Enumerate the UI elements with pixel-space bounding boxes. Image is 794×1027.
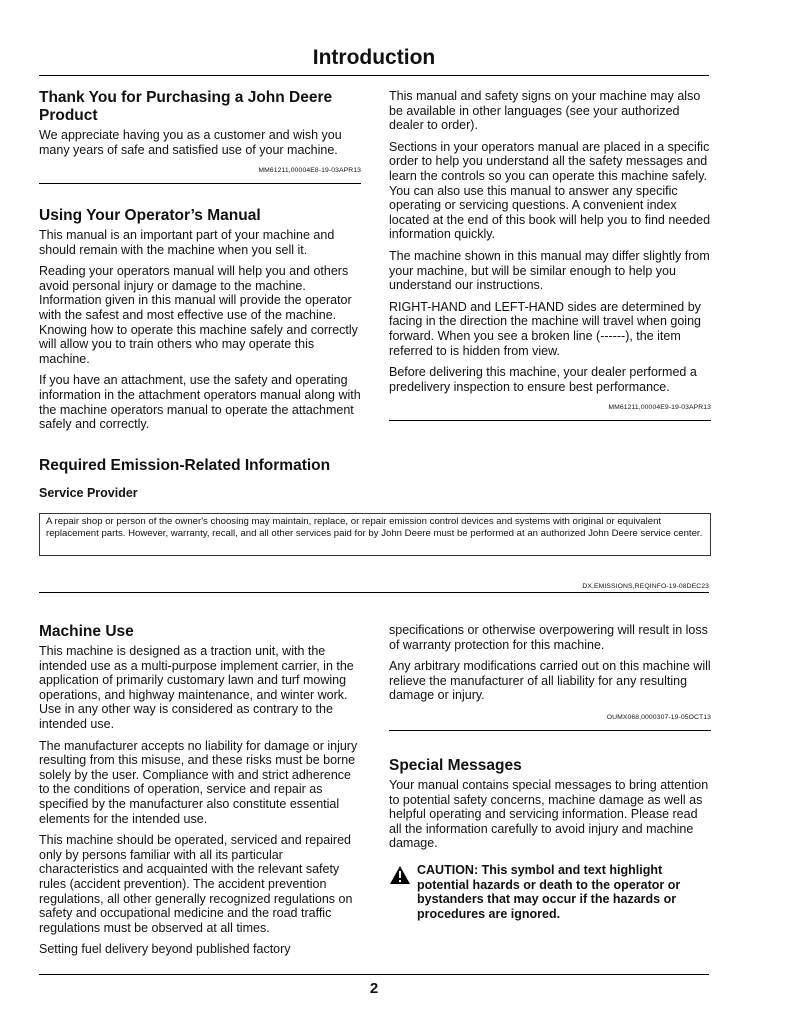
special-messages-body: Your manual contains special messages to bring attention to potential safety concerns, machine damage as well as helpful operating and servicing information. Please read all the information carefully to avoid injury and machine damage.: [389, 778, 709, 851]
special-messages-heading: Special Messages: [389, 757, 522, 774]
using-manual-paragraph: Sections in your operators manual are placed in a specific order to help you understand all the safety messages and learn the controls so you can operate this machine safely. You can also use this manual to answer any specific operating or servicing questions. A convenient index located at the end of this book will help you to find needed information quickly.: [389, 139, 711, 242]
using-manual-rule: [389, 420, 711, 421]
using-manual-paragraph: Reading your operators manual will help you and others avoid personal injury or damage to the machine. Information given in this manual will provide the operator with the safest and most effective use of the machine. Knowing how to operate this machine safely and correctly will allow you to train others who may operate this machine.: [39, 264, 358, 366]
machine-use-heading: Machine Use: [39, 623, 134, 640]
machine-use-paragraph: This machine is designed as a traction unit, with the intended use as a multi-purpose implement carrier, in the application of primarily customary lawn and turf mowing operations, and highway maintenance, and winter work. Use in any other way is considered as contrary to the intended use.: [39, 644, 354, 731]
machine-use-continued: [389, 623, 711, 731]
machine-use-rule: [389, 730, 711, 731]
using-manual-paragraph: Before delivering this machine, your dealer performed a predelivery inspection to ensure best performance.: [389, 365, 697, 394]
warning-triangle-icon: [389, 865, 411, 885]
emission-rule: [39, 592, 709, 593]
thank-you-rule: [39, 183, 361, 184]
service-provider-heading: Service Provider: [39, 486, 138, 500]
emission-heading: Required Emission-Related Information: [39, 457, 331, 474]
machine-use-paragraph: This machine should be operated, serviced and repaired only by persons familiar with all its particular characteristics and acquainted with the relevant safety rules (accident prevention). The accident prevention regulations, all other generally recognized regulations on safety and occupational medicine and the road traffic regulations must be observed at all times.: [39, 833, 353, 935]
machine-use-section: [39, 623, 361, 964]
machine-use-ref: OUMX068,0000307-19-05OCT13: [606, 713, 711, 721]
using-manual-paragraph: This manual is an important part of your machine and should remain with the machine when you sell it.: [39, 228, 335, 257]
machine-use-paragraph: specifications or otherwise overpowering will result in loss of warranty protection for this machine.: [389, 623, 708, 652]
using-manual-heading: Using Your Operator’s Manual: [39, 207, 261, 224]
thank-you-ref: MM61211,00004E8-19-03APR13: [258, 167, 361, 175]
thank-you-body: We appreciate having you as a customer and wish you many years of safe and satisfied use of your machine.: [39, 128, 342, 157]
using-manual-paragraph: RIGHT-HAND and LEFT-HAND sides are determined by facing in the direction the machine will travel when going forward. When you see a broken line (------), the item referred to is hidden from view.: [389, 299, 701, 358]
footer-rule: [39, 974, 709, 975]
machine-use-paragraph: Any arbitrary modifications carried out on this machine will relieve the manufacturer of all liability for any resulting damage or injury.: [389, 659, 711, 703]
machine-use-paragraph: Setting fuel delivery beyond published factory: [39, 942, 291, 957]
caution-notice: [389, 863, 711, 921]
page-title: Introduction: [312, 46, 436, 69]
header-rule: [39, 75, 709, 76]
page-number: 2: [369, 980, 379, 997]
using-manual-section: [39, 207, 361, 439]
using-manual-paragraph: This manual and safety signs on your machine may also be available in other languages (see your authorized dealer to order).: [389, 89, 701, 133]
emission-info-box: A repair shop or person of the owner's choosing may maintain, replace, or repair emission control devices and systems with original or equivalent replacement parts. However, warranty, recall, and all other services paid for by John Deere must be performed at an authorized John Deere service center.: [39, 513, 711, 556]
caution-text: CAUTION: This symbol and text highlight potential hazards or death to the operator or bystanders that may occur if the hazards or procedures are ignored.: [417, 862, 681, 921]
thank-you-heading: Thank You for Purchasing a John Deere Product: [39, 89, 333, 124]
using-manual-ref: MM61211,00004E9-19-03APR13: [608, 404, 711, 412]
using-manual-continued: [389, 89, 711, 421]
using-manual-paragraph: If you have an attachment, use the safety and operating information in the attachment operators manual along with the machine operators manual to operate the attachment safely and correctly.: [39, 373, 361, 432]
machine-use-paragraph: The manufacturer accepts no liability for damage or injury resulting from this misuse, and these risks must be borne solely by the user. Compliance with and strict adherence to the conditions of operation, service and repair as specified by the manufacturer also constitute essential elements for the intended use.: [39, 738, 358, 826]
emission-ref: DX,EMISSIONS,REQINFO-19-08DEC23: [582, 583, 709, 590]
emission-section: [39, 457, 709, 500]
thank-you-section: [39, 89, 361, 184]
special-messages-section: [389, 757, 711, 921]
using-manual-paragraph: The machine shown in this manual may differ slightly from your machine, but will be similar enough to help you understand our instructions.: [389, 248, 710, 293]
